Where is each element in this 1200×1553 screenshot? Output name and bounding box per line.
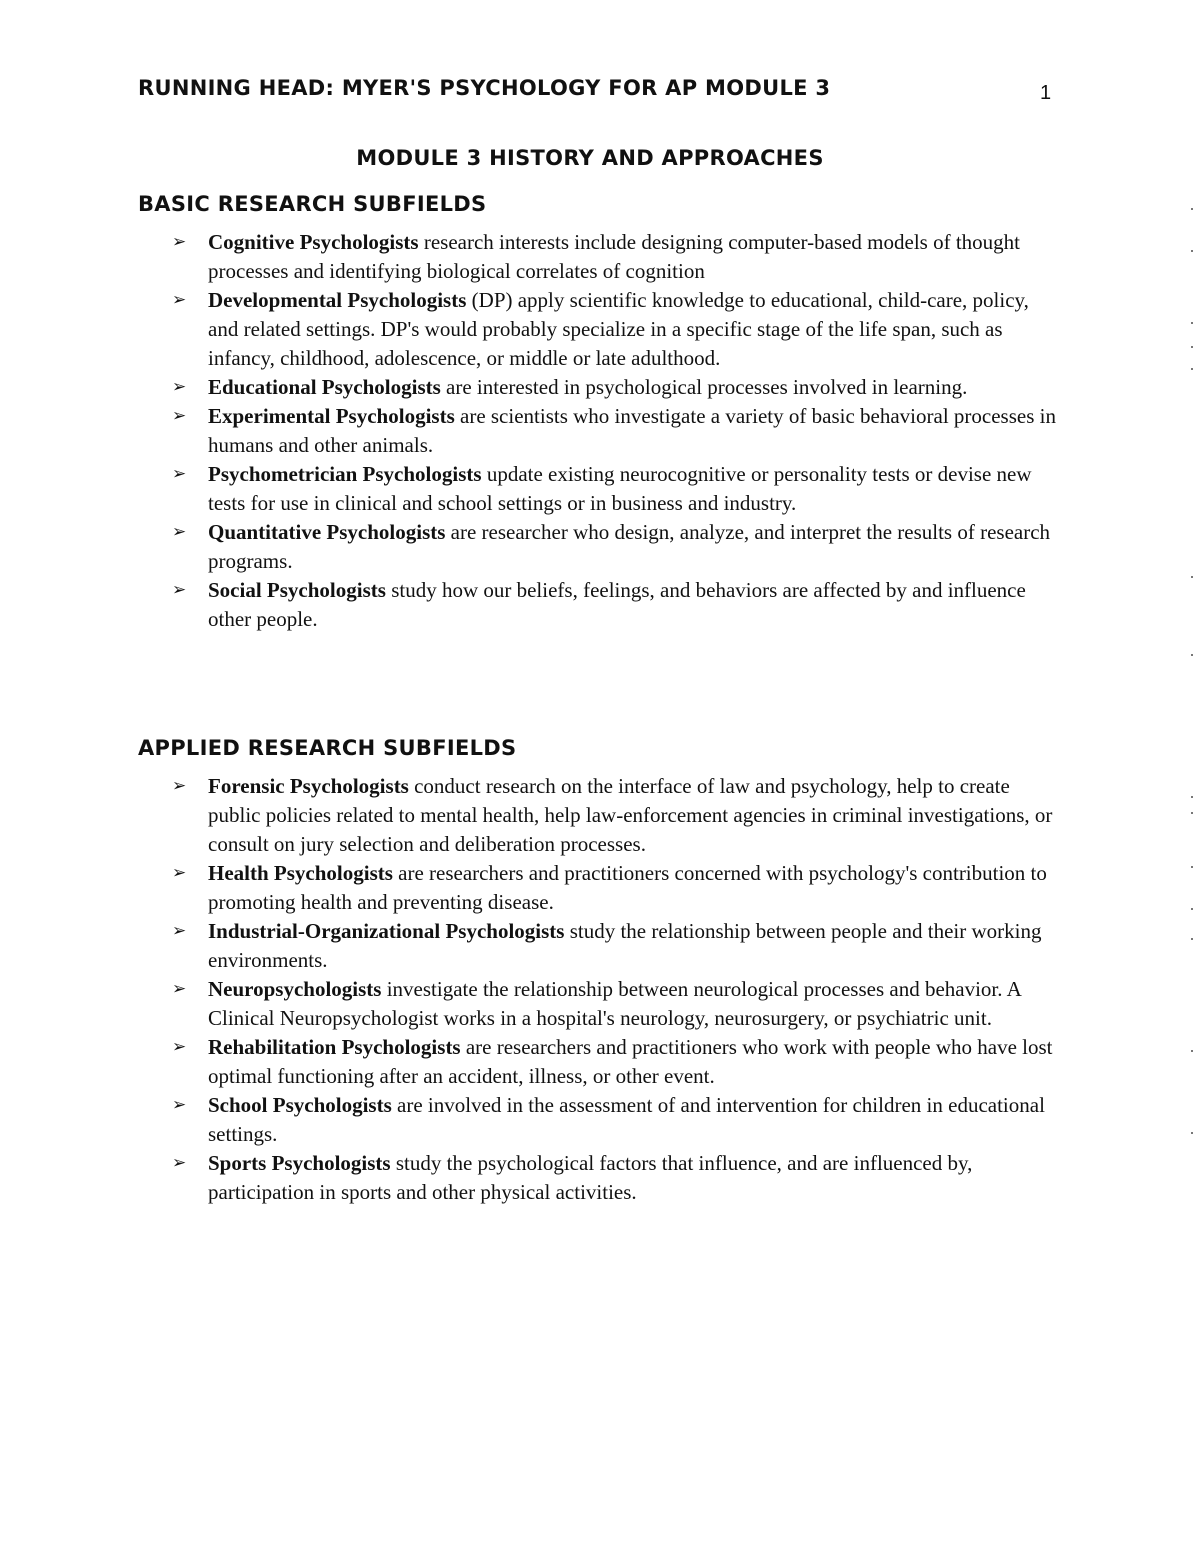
- arrow-bullet-icon: ➢: [172, 863, 187, 883]
- list-item: [138, 286, 1058, 373]
- description: investigate the relationship between neurological processes and behavior. A Clinical Neuropsychologist works in a hospital's neurology, neurosurgery, or psychiatric unit.: [208, 977, 1021, 1030]
- description: are interested in psychological processes involved in learning.: [440, 375, 968, 399]
- arrow-bullet-icon: ➢: [172, 1037, 187, 1057]
- basic-research-section: [138, 192, 1058, 634]
- description: study the relationship between people and their working environments.: [208, 919, 1042, 972]
- list-item: [138, 1091, 1058, 1149]
- term: Experimental Psychologists: [208, 404, 455, 428]
- term: Neuropsychologists: [208, 977, 382, 1001]
- arrow-bullet-icon: ➢: [172, 406, 187, 426]
- term: Educational Psychologists: [208, 375, 441, 399]
- list-item: [138, 1033, 1058, 1091]
- arrow-bullet-icon: ➢: [172, 1095, 187, 1115]
- list-item: [138, 460, 1058, 518]
- arrow-bullet-icon: ➢: [172, 979, 187, 999]
- description: are researchers and practitioners concerned with psychology's contribution to promoting health and preventing disease.: [208, 861, 1047, 914]
- description: (DP) apply scientific knowledge to educational, child-care, policy, and related settings. DP's would probably specialize in a specific stage of the life span, such as infancy, childhood, adolescence, or middle or late adulthood.: [208, 288, 1029, 370]
- term: Industrial-Organizational Psychologists: [208, 919, 565, 943]
- list-item: [138, 917, 1058, 975]
- margin-mark: [1191, 1050, 1193, 1052]
- list-item: [138, 1149, 1058, 1207]
- applied-research-section: [138, 736, 1058, 1207]
- term: Psychometrician Psychologists: [208, 462, 482, 486]
- description: study the psychological factors that influence, and are influenced by, participation in sports and other physical activities.: [208, 1151, 973, 1204]
- page-title: MODULE 3 HISTORY AND APPROACHES: [356, 146, 824, 170]
- list-item: [138, 228, 1058, 286]
- list-item: [138, 373, 1058, 402]
- margin-marks: [1191, 0, 1197, 1553]
- margin-mark: [1191, 368, 1193, 370]
- margin-mark: [1191, 576, 1193, 578]
- list-item: [138, 518, 1058, 576]
- term: Sports Psychologists: [208, 1151, 391, 1175]
- arrow-bullet-icon: ➢: [172, 1153, 187, 1173]
- applied-subfields-list: [138, 772, 1058, 1207]
- basic-subfields-list: [138, 228, 1058, 634]
- arrow-bullet-icon: ➢: [172, 377, 187, 397]
- arrow-bullet-icon: ➢: [172, 232, 187, 252]
- margin-mark: [1191, 1132, 1193, 1134]
- page-number: 1: [1040, 82, 1052, 104]
- margin-mark: [1191, 346, 1193, 348]
- margin-mark: [1191, 796, 1193, 798]
- margin-mark: [1191, 250, 1193, 252]
- arrow-bullet-icon: ➢: [172, 464, 187, 484]
- margin-mark: [1191, 322, 1193, 324]
- description: conduct research on the interface of law and psychology, help to create public policies related to mental health, help law-enforcement agencies in criminal investigations, or consult on jury selection and deliberation processes.: [208, 774, 1053, 856]
- description: research interests include designing computer-based models of thought processes and identifying biological correlates of cognition: [208, 230, 1021, 283]
- term: Social Psychologists: [208, 578, 386, 602]
- term: Quantitative Psychologists: [208, 520, 446, 544]
- arrow-bullet-icon: ➢: [172, 580, 187, 600]
- list-item: [138, 975, 1058, 1033]
- running-head: RUNNING HEAD: MYER'S PSYCHOLOGY FOR AP MODULE 3: [138, 76, 831, 100]
- term: Developmental Psychologists: [208, 288, 467, 312]
- description: are researcher who design, analyze, and interpret the results of research programs.: [208, 520, 1051, 573]
- list-item: [138, 576, 1058, 634]
- term: Rehabilitation Psychologists: [208, 1035, 461, 1059]
- description: are researchers and practitioners who work with people who have lost optimal functioning after an accident, illness, or other event.: [208, 1035, 1053, 1088]
- arrow-bullet-icon: ➢: [172, 921, 187, 941]
- section-heading-applied: APPLIED RESEARCH SUBFIELDS: [138, 736, 517, 760]
- margin-mark: [1191, 812, 1193, 814]
- margin-mark: [1191, 866, 1193, 868]
- list-item: [138, 402, 1058, 460]
- margin-mark: [1191, 938, 1193, 940]
- arrow-bullet-icon: ➢: [172, 290, 187, 310]
- description: are involved in the assessment of and intervention for children in educational settings.: [208, 1093, 1045, 1146]
- term: Cognitive Psychologists: [208, 230, 419, 254]
- margin-mark: [1191, 908, 1193, 910]
- list-item: [138, 859, 1058, 917]
- term: School Psychologists: [208, 1093, 392, 1117]
- list-item: [138, 772, 1058, 859]
- term: Forensic Psychologists: [208, 774, 409, 798]
- arrow-bullet-icon: ➢: [172, 522, 187, 542]
- margin-mark: [1191, 654, 1193, 656]
- margin-mark: [1191, 208, 1193, 210]
- arrow-bullet-icon: ➢: [172, 776, 187, 796]
- description: are scientists who investigate a variety of basic behavioral processes in humans and other animals.: [208, 404, 1056, 457]
- description: study how our beliefs, feelings, and behaviors are affected by and influence other people.: [208, 578, 1026, 631]
- section-heading-basic: BASIC RESEARCH SUBFIELDS: [138, 192, 487, 216]
- description: update existing neurocognitive or personality tests or devise new tests for use in clinical and school settings or in business and industry.: [208, 462, 1032, 515]
- term: Health Psychologists: [208, 861, 393, 885]
